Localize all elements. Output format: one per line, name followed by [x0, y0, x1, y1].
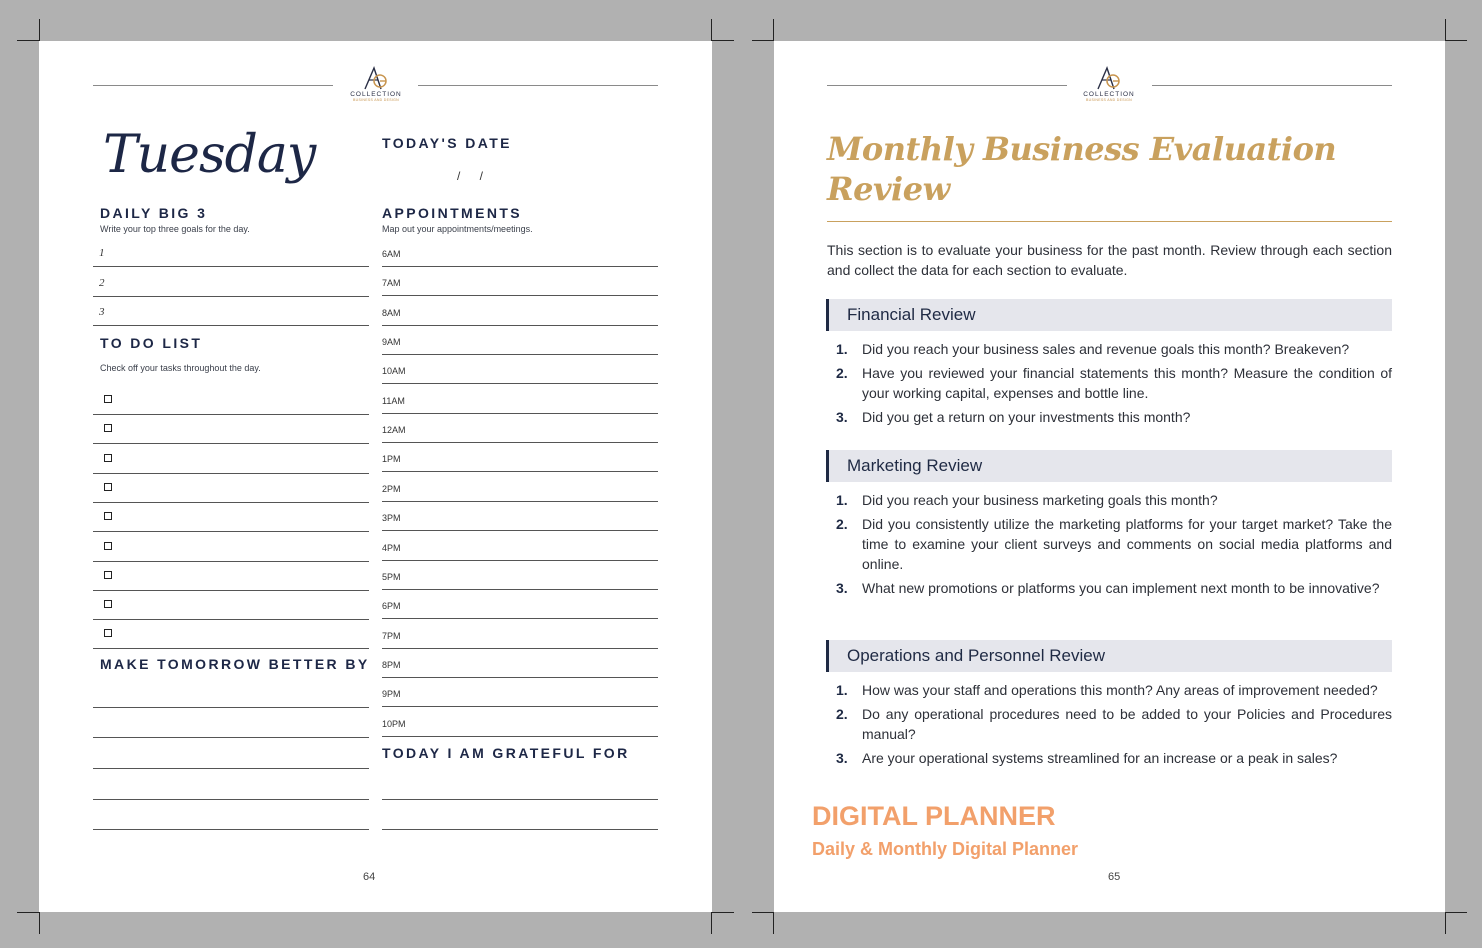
appointment-time: 9PM: [382, 689, 401, 700]
logo-subtitle: BUSINESS AND DESIGN: [1086, 98, 1132, 102]
appointment-line[interactable]: [382, 266, 658, 267]
section-header: [826, 450, 1392, 482]
planner-page-right: [774, 41, 1445, 912]
appointment-time: 11AM: [382, 395, 405, 406]
section-title: Financial Review: [847, 305, 976, 324]
task-line[interactable]: [93, 561, 369, 562]
question-text: Did you reach your business marketing goals this month?: [862, 492, 1218, 508]
task-line[interactable]: [93, 648, 369, 649]
header-divider: [93, 85, 333, 86]
appointment-line[interactable]: [382, 560, 658, 561]
crop-mark: [712, 912, 734, 913]
intro-paragraph: This section is to evaluate your business for the past month. Review through each section and collect the data for each section to evaluate.: [827, 242, 1392, 278]
question-item: [827, 363, 1392, 403]
brand-logo: [1074, 65, 1144, 102]
appointment-time: 7PM: [382, 630, 401, 641]
question-list: [827, 339, 1392, 431]
evaluation-title: Monthly Business Evaluation Review: [827, 130, 1337, 208]
crop-mark: [773, 912, 774, 934]
crop-mark: [752, 40, 774, 41]
tomorrow-line[interactable]: [93, 799, 369, 800]
logo-word: COLLECTION: [350, 91, 402, 98]
goal-line[interactable]: [93, 325, 369, 326]
question-list: [827, 680, 1392, 772]
appointment-time: 10PM: [382, 718, 406, 729]
goal-line[interactable]: [93, 266, 369, 267]
task-checkbox[interactable]: [104, 571, 112, 579]
crop-mark: [1445, 912, 1446, 934]
crop-mark: [39, 912, 40, 934]
crop-mark: [1445, 40, 1467, 41]
planner-page-left: [39, 41, 712, 912]
title-divider: [827, 221, 1392, 222]
goal-number: 3: [99, 306, 105, 318]
task-checkbox[interactable]: [104, 483, 112, 491]
question-item: [827, 578, 1392, 598]
question-item: [827, 407, 1392, 427]
question-number: 2.: [836, 516, 848, 532]
question-item: [827, 339, 1392, 359]
question-item: [827, 514, 1392, 574]
crop-mark: [17, 912, 39, 913]
appointment-time: 2PM: [382, 483, 401, 494]
header-divider: [418, 85, 658, 86]
question-number: 3.: [836, 580, 848, 596]
promo-title: DIGITAL PLANNER: [812, 801, 1056, 831]
appointment-line[interactable]: [382, 618, 658, 619]
question-item: [827, 490, 1392, 510]
question-list: [827, 490, 1392, 602]
logo-word: COLLECTION: [1083, 91, 1135, 98]
crop-mark: [39, 19, 40, 41]
question-text: How was your staff and operations this month? Any areas of improvement needed?: [862, 682, 1378, 698]
section-title: Marketing Review: [847, 456, 983, 475]
promo-subtitle: Daily & Monthly Digital Planner: [812, 839, 1079, 859]
appointment-line[interactable]: [382, 501, 658, 502]
tomorrow-line[interactable]: [93, 829, 369, 830]
crop-mark: [752, 912, 774, 913]
task-checkbox[interactable]: [104, 512, 112, 520]
task-checkbox[interactable]: [104, 629, 112, 637]
crop-mark: [711, 912, 712, 934]
task-checkbox[interactable]: [104, 600, 112, 608]
task-line[interactable]: [93, 473, 369, 474]
tomorrow-heading: MAKE TOMORROW BETTER BY: [100, 656, 370, 672]
question-text: Are your operational systems streamlined for an increase or a peak in sales?: [862, 750, 1338, 766]
question-number: 1.: [836, 682, 848, 698]
appointment-line[interactable]: [382, 413, 658, 414]
header-divider: [1152, 85, 1392, 86]
question-text: Did you reach your business sales and revenue goals this month? Breakeven?: [862, 341, 1350, 357]
appointment-line[interactable]: [382, 325, 658, 326]
appointment-time: 8AM: [382, 307, 401, 318]
appointment-line[interactable]: [382, 295, 658, 296]
appointment-time: 9AM: [382, 337, 401, 348]
appointment-time: 3PM: [382, 513, 401, 524]
grateful-heading: TODAY I AM GRATEFUL FOR: [382, 745, 630, 761]
task-line[interactable]: [93, 502, 369, 503]
ag-monogram-icon: [359, 65, 393, 91]
question-item: [827, 680, 1392, 700]
daily-big3-heading: DAILY BIG 3: [100, 205, 208, 221]
appointment-time: 10AM: [382, 366, 406, 377]
goal-number: 2: [99, 276, 105, 289]
grateful-line[interactable]: [382, 829, 658, 830]
appointments-subtitle: Map out your appointments/meetings.: [382, 224, 533, 234]
appointment-time: 7AM: [382, 278, 401, 289]
appointment-time: 1PM: [382, 454, 401, 465]
task-checkbox[interactable]: [104, 454, 112, 462]
tomorrow-line[interactable]: [93, 737, 369, 738]
page-number: 65: [1108, 871, 1121, 883]
crop-mark: [1445, 19, 1446, 41]
question-text: What new promotions or platforms you can implement next month to be innovative?: [862, 580, 1380, 596]
appointment-line[interactable]: [382, 383, 658, 384]
appointment-time: 8PM: [382, 659, 401, 670]
section-title: Operations and Personnel Review: [847, 646, 1105, 665]
day-title: Tuesday: [103, 125, 316, 185]
appointments-heading: APPOINTMENTS: [382, 205, 523, 221]
page-number: 64: [363, 871, 376, 883]
section-header: [826, 640, 1392, 672]
todays-date-heading: TODAY'S DATE: [382, 135, 512, 151]
task-checkbox[interactable]: [104, 395, 112, 403]
appointment-time: 12AM: [382, 425, 406, 436]
question-number: 3.: [836, 750, 848, 766]
question-text: Do any operational procedures need to be added to your Policies and Procedures manual?: [862, 706, 1392, 742]
section-header: [826, 299, 1392, 331]
task-checkbox[interactable]: [104, 542, 112, 550]
crop-mark: [1445, 912, 1467, 913]
question-text: Did you consistently utilize the marketing platforms for your target market? Take the time to examine your client surveys and comments on social media platforms and online.: [862, 516, 1392, 572]
appointment-line[interactable]: [382, 471, 658, 472]
daily-big3-subtitle: Write your top three goals for the day.: [100, 224, 250, 234]
question-number: 1.: [836, 492, 848, 508]
todo-subtitle: Check off your tasks throughout the day.: [100, 363, 261, 373]
question-number: 2.: [836, 706, 848, 722]
appointment-line[interactable]: [382, 442, 658, 443]
task-line[interactable]: [93, 414, 369, 415]
logo-subtitle: BUSINESS AND DESIGN: [353, 98, 399, 102]
crop-mark: [773, 19, 774, 41]
tomorrow-line[interactable]: [93, 768, 369, 769]
tomorrow-line[interactable]: [93, 707, 369, 708]
question-number: 1.: [836, 341, 848, 357]
appointment-time: 6AM: [382, 249, 401, 259]
question-text: Have you reviewed your financial statements this month? Measure the condition of your working capital, expenses and bottle line.: [862, 365, 1392, 401]
appointment-line[interactable]: [382, 736, 658, 737]
brand-logo: [341, 65, 411, 102]
appointment-line[interactable]: [382, 677, 658, 678]
appointment-line[interactable]: [382, 589, 658, 590]
appointment-line[interactable]: [382, 530, 658, 531]
question-item: [827, 748, 1392, 768]
date-slashes[interactable]: / /: [457, 169, 484, 183]
goal-number: 1: [99, 247, 105, 259]
todo-heading: TO DO LIST: [100, 335, 203, 351]
crop-mark: [712, 40, 734, 41]
appointment-time: 5PM: [382, 571, 401, 582]
task-line[interactable]: [93, 443, 369, 444]
appointment-line[interactable]: [382, 354, 658, 355]
ag-monogram-icon: [1092, 65, 1126, 91]
appointment-time: 4PM: [382, 542, 401, 553]
appointment-line[interactable]: [382, 648, 658, 649]
crop-mark: [711, 19, 712, 41]
appointment-line[interactable]: [382, 706, 658, 707]
appointment-time: 6PM: [382, 601, 401, 612]
task-checkbox[interactable]: [104, 424, 112, 432]
question-item: [827, 704, 1392, 744]
question-number: 3.: [836, 409, 848, 425]
question-number: 2.: [836, 365, 848, 381]
question-text: Did you get a return on your investments this month?: [862, 409, 1191, 425]
task-line[interactable]: [93, 619, 369, 620]
task-line[interactable]: [93, 590, 369, 591]
task-line[interactable]: [93, 531, 369, 532]
crop-mark: [17, 40, 39, 41]
header-divider: [827, 85, 1067, 86]
goal-line[interactable]: [93, 296, 369, 297]
grateful-line[interactable]: [382, 799, 658, 800]
